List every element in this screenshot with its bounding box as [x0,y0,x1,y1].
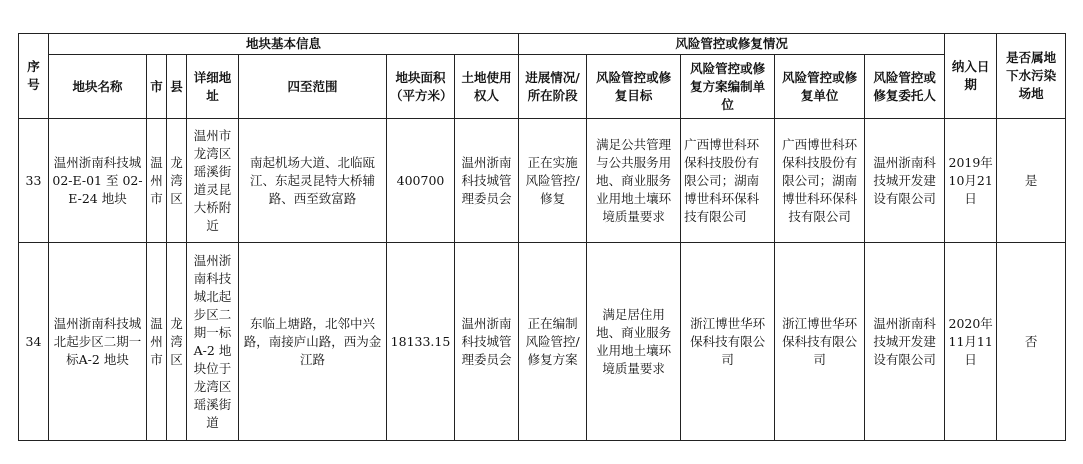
cell-progress: 正在编制风险管控/修复方案 [519,243,587,441]
cell-boundary: 南起机场大道、北临瓯江、东起灵昆特大桥辅路、西至致富路 [239,119,387,243]
cell-seq: 34 [19,243,49,441]
header-boundary: 四至范围 [239,55,387,119]
header-column-row [19,55,1066,119]
cell-seq: 33 [19,119,49,243]
cell-date: 2019年10月21日 [945,119,997,243]
cell-target: 满足居住用地、商业服务业用地土壤环境质量要求 [587,243,681,441]
cell-boundary: 东临上塘路，北邻中兴路，南接庐山路，西为金江路 [239,243,387,441]
cell-address: 温州市龙湾区瑶溪街道灵昆大桥附近 [187,119,239,243]
header-city: 市 [147,55,167,119]
header-name: 地块名称 [49,55,147,119]
cell-county: 龙湾区 [167,119,187,243]
table-row [19,119,1066,243]
header-groundwater: 是否属地下水污染场地 [997,34,1066,119]
cell-client: 温州浙南科技城开发建设有限公司 [865,119,945,243]
cell-owner: 温州浙南科技城管理委员会 [455,243,519,441]
header-owner: 土地使用权人 [455,55,519,119]
cell-groundwater: 否 [997,243,1066,441]
cell-name: 温州浙南科技城北起步区二期一标A-2 地块 [49,243,147,441]
cell-repair-unit: 广西博世科环保科技股份有限公司；湖南博世科环保科技有限公司 [775,119,865,243]
header-seq: 序号 [19,34,49,119]
header-progress: 进展情况/所在阶段 [519,55,587,119]
header-plan-unit: 风险管控或修复方案编制单位 [681,55,775,119]
cell-owner: 温州浙南科技城管理委员会 [455,119,519,243]
cell-city: 温州市 [147,119,167,243]
header-risk-info: 风险管控或修复情况 [519,34,945,55]
header-area: 地块面积（平方米） [387,55,455,119]
cell-city: 温州市 [147,243,167,441]
header-county: 县 [167,55,187,119]
cell-area: 400700 [387,119,455,243]
header-group-row [19,34,1066,55]
cell-county: 龙湾区 [167,243,187,441]
header-repair-unit: 风险管控或修复单位 [775,55,865,119]
cell-target: 满足公共管理与公共服务用地、商业服务业用地土壤环境质量要求 [587,119,681,243]
cell-name: 温州浙南科技城 02-E-01 至 02-E-24 地块 [49,119,147,243]
header-client: 风险管控或修复委托人 [865,55,945,119]
header-address: 详细地址 [187,55,239,119]
header-target: 风险管控或修复目标 [587,55,681,119]
header-date: 纳入日期 [945,34,997,119]
cell-progress: 正在实施风险管控/修复 [519,119,587,243]
cell-date: 2020年11月11日 [945,243,997,441]
cell-area: 18133.15 [387,243,455,441]
contaminated-sites-table [18,33,1066,441]
cell-client: 温州浙南科技城开发建设有限公司 [865,243,945,441]
cell-plan-unit: 广西博世科环保科技股份有限公司；湖南博世科环保科技有限公司 [681,119,775,243]
cell-repair-unit: 浙江博世华环保科技有限公司 [775,243,865,441]
cell-groundwater: 是 [997,119,1066,243]
cell-address: 温州浙南科技城北起步区二期一标A-2 地块位于龙湾区瑶溪街道 [187,243,239,441]
table-row [19,243,1066,441]
cell-plan-unit: 浙江博世华环保科技有限公司 [681,243,775,441]
header-basic-info: 地块基本信息 [49,34,519,55]
